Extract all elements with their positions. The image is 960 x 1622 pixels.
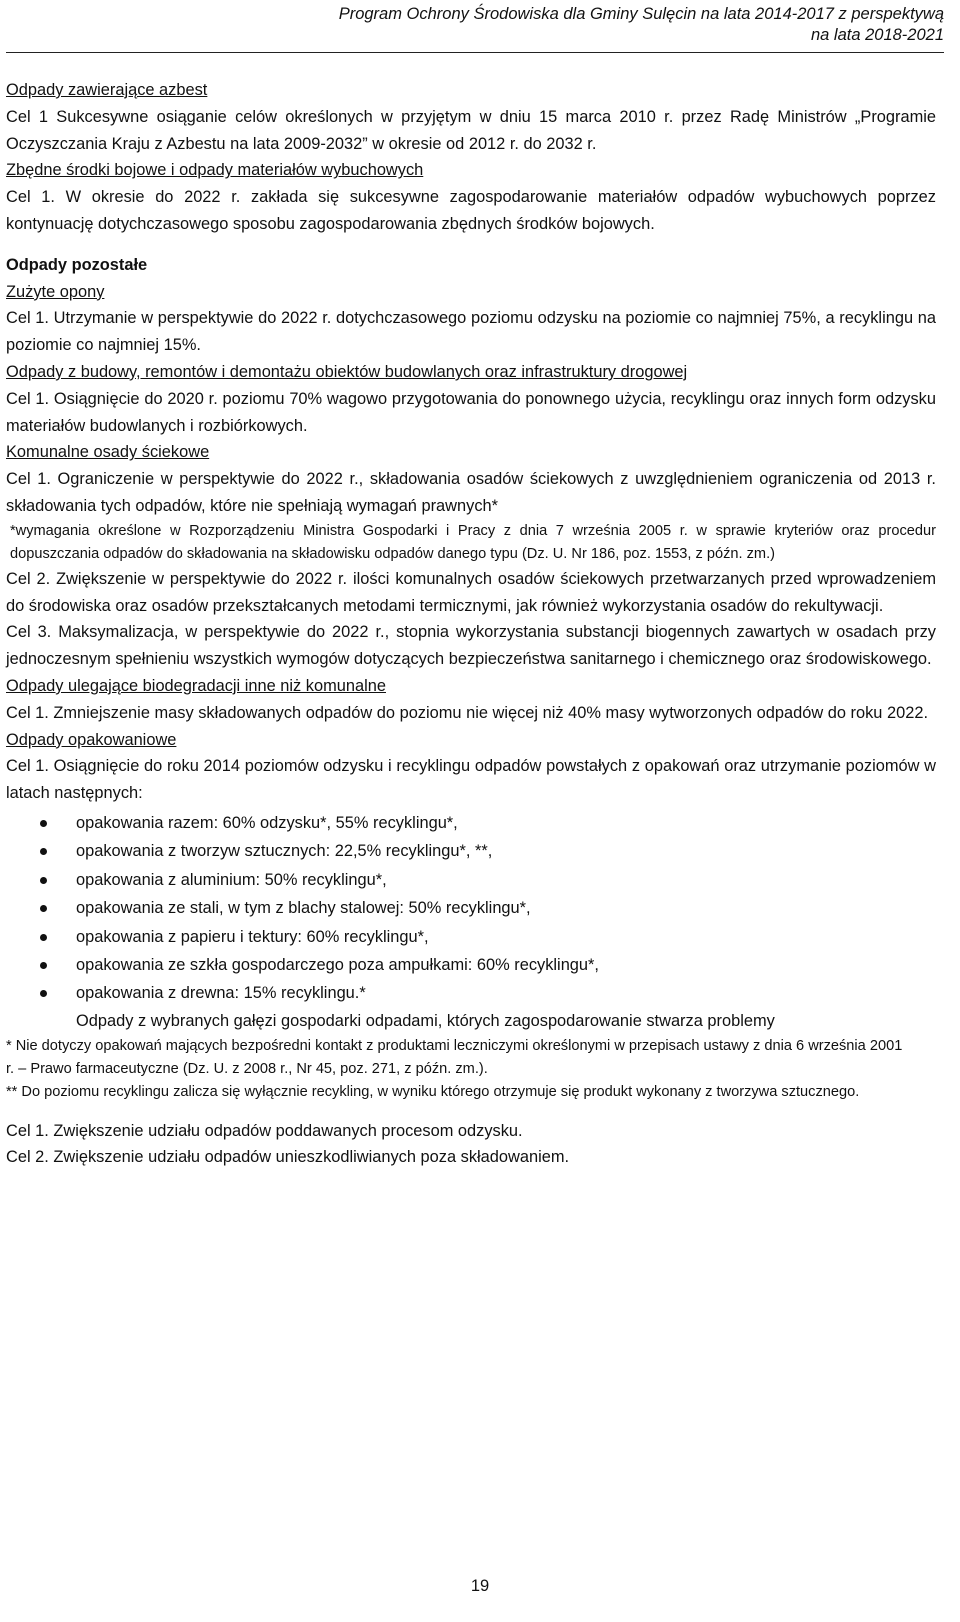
list-item: opakowania ze stali, w tym z blachy stalowej: 50% recyklingu*,	[6, 894, 936, 922]
bullet-icon	[40, 820, 47, 827]
bullet-icon	[40, 877, 47, 884]
bullet-icon	[40, 990, 47, 997]
bullet-icon	[40, 934, 47, 941]
footnote-1b: r. – Prawo farmaceutyczne (Dz. U. z 2008 r., Nr 45, poz. 271, z późn. zm.).	[6, 1060, 488, 1077]
section-title-opakowaniowe: Odpady opakowaniowe	[6, 730, 177, 749]
paragraph-final-cel2: Cel 2. Zwiększenie udziału odpadów unieszkodliwianych poza składowaniem.	[6, 1148, 570, 1167]
list-item: opakowania z tworzyw sztucznych: 22,5% recyklingu*, **,	[6, 837, 936, 865]
running-header-line-1: Program Ochrony Środowiska dla Gminy Sulęcin na lata 2014-2017 z perspektywą	[338, 5, 944, 23]
section-title-opony: Zużyte opony	[6, 282, 105, 301]
list-item: opakowania razem: 60% odzysku*, 55% recyklingu*,	[6, 809, 936, 837]
paragraph-opak-cel1: Cel 1. Osiągnięcie do roku 2014 poziomów odzysku i recyklingu odpadów powstałych z opakowań oraz utrzymanie poziomów w latach następnych:	[6, 757, 936, 803]
list-item: opakowania z aluminium: 50% recyklingu*,	[6, 866, 936, 894]
paragraph-osady-cel1: Cel 1. Ograniczenie w perspektywie do 2022 r., składowania osadów ściekowych z uwzględnieniem ograniczenia od 2013 r. składowania tych odpadów, które nie spełniają wymagań prawnych*	[6, 470, 936, 515]
document-body	[6, 77, 936, 1171]
section-title-budowy: Odpady z budowy, remontów i demontażu obiektów budowlanych oraz infrastruktury drogowej	[6, 362, 688, 381]
paragraph-bio-cel1: Cel 1. Zmniejszenie masy składowanych odpadów do poziomu nie więcej niż 40% masy wytworzonych odpadów do roku 2022.	[6, 703, 928, 722]
paragraph-budowy-cel1: Cel 1. Osiągnięcie do 2020 r. poziomu 70% wagowo przygotowania do ponownego użycia, recyklingu oraz innych form odzysku materiałów budowlanych i rozbiórkowych.	[6, 389, 936, 435]
paragraph-opony-cel1: Cel 1. Utrzymanie w perspektywie do 2022 r. dotychczasowego poziomu odzysku na poziomie co najmniej 75%, a recyklingu na poziomie co najmniej 15%.	[6, 309, 936, 355]
running-header	[0, 4, 944, 46]
paragraph-final-cel1: Cel 1. Zwiększenie udziału odpadów poddawanych procesom odzysku.	[6, 1121, 523, 1140]
bullet-icon	[40, 905, 47, 912]
bullet-icon	[40, 848, 47, 855]
paragraph-azbest-cel1: Cel 1 Sukcesywne osiąganie celów określonych w przyjętym w dniu 15 marca 2010 r. przez Radę Ministrów „Programie Oczyszczania Kraju z Azbestu na lata 2009-2032” w okresie od 2012 r. do 2032 r.	[6, 107, 936, 153]
list-item: opakowania z papieru i tektury: 60% recyklingu*,	[6, 923, 936, 951]
footnote-1a: * Nie dotyczy opakowań mających bezpośredni kontakt z produktami leczniczymi określonymi w przepisach ustawy z dnia 6 września 2001	[6, 1037, 903, 1054]
paragraph-wybrane-galezie: Odpady z wybranych gałęzi gospodarki odpadami, których zagospodarowanie stwarza problemy	[76, 1011, 775, 1030]
section-title-osady: Komunalne osady ściekowe	[6, 443, 210, 462]
paragraph-osady-cel2: Cel 2. Zwiększenie w perspektywie do 2022 r. ilości komunalnych osadów ściekowych przetwarzanych przed wprowadzeniem do środowiska oraz osadów przekształcanych metodami termicznymi, jak również wykorzystania osadów do rekultywacji.	[6, 569, 936, 615]
list-item: opakowania z drewna: 15% recyklingu.*	[6, 979, 936, 1007]
heading-odpady-pozostale: Odpady pozostałe	[6, 255, 148, 274]
section-title-biodegradacja: Odpady ulegające biodegradacji inne niż komunalne	[6, 676, 386, 695]
page-number: 19	[470, 1577, 490, 1595]
section-title-wybuchowe: Zbędne środki bojowe i odpady materiałów wybuchowych	[6, 161, 424, 180]
running-header-line-2: na lata 2018-2021	[810, 26, 944, 44]
section-title-azbest: Odpady zawierające azbest	[6, 81, 208, 99]
note-osady: *wymagania określone w Rozporządzeniu Ministra Gospodarki i Pracy z dnia 7 września 2005 r. w sprawie kryteriów oraz procedur dopuszczania odpadów do składowania na składowisku odpadów danego typu (Dz. U. Nr 186, poz. 1553, z późn. zm.)	[10, 522, 936, 562]
paragraph-wybuchowe-cel1: Cel 1. W okresie do 2022 r. zakłada się sukcesywne zagospodarowanie materiałów odpadów wybuchowych poprzez kontynuację dotychczasowego sposobu zagospodarowania zbędnych środków bojowych.	[6, 188, 936, 233]
list-item: opakowania ze szkła gospodarczego poza ampułkami: 60% recyklingu*,	[6, 951, 936, 979]
paragraph-osady-cel3: Cel 3. Maksymalizacja, w perspektywie do 2022 r., stopnia wykorzystania substancji biogennych zawartych w osadach przy jednoczesnym spełnieniu wszystkich wymogów dotyczących bezpieczeństwa sanitarnego i chemicznego oraz środowiskowego.	[6, 623, 936, 669]
bullet-icon	[40, 962, 47, 969]
bullet-list-opakowania	[6, 809, 936, 1008]
header-divider	[6, 52, 944, 53]
footnote-2: ** Do poziomu recyklingu zalicza się wyłącznie recykling, w wyniku którego otrzymuje się produkt wykonany z tworzywa sztucznego.	[6, 1083, 860, 1100]
